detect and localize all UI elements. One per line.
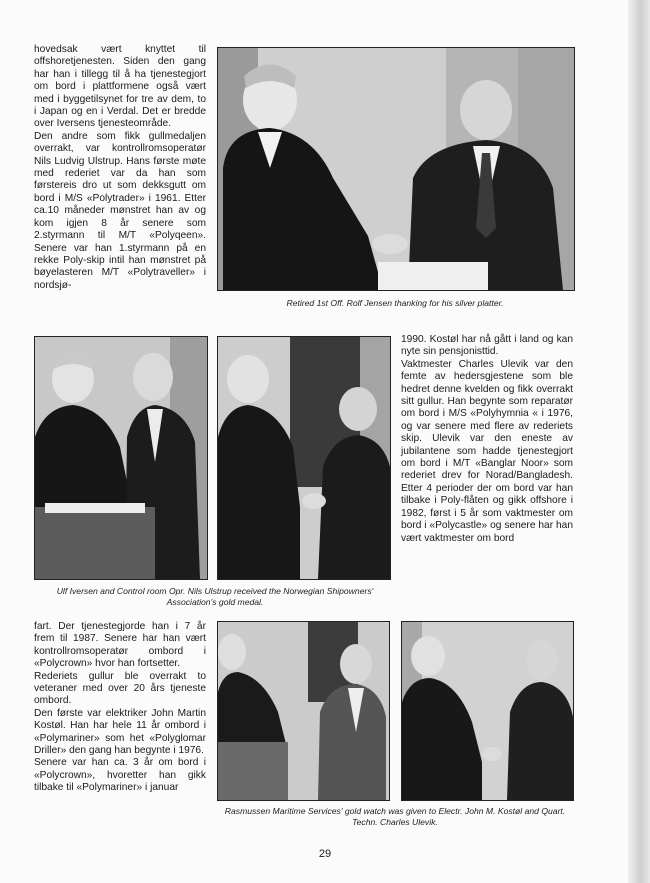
photo-image [218,337,390,579]
photo-image [402,622,573,800]
photo-iversen-medal [34,336,208,580]
photo-ulstrup-medal [217,336,391,580]
caption-bottom: Rasmussen Maritime Services' gold watch was given to Electr. John M. Kostøl and Quart. Techn. Charles Ulevik. [224,806,566,827]
paragraph: Den andre som fikk gullmedaljen overrakt, var kontrollromsoperatør Nils Ludvig Ulstrup. Hans første møte med rederiet var da han som førstereis dro ut som dekksgutt om bord i M/S «Polytrader» i 1961. Etter ca.10 måneder mønstret han av og kom igjen 8 år senere som 2.styrmann til M/T «Polyqeen». Senere var han 1.styrmann på en rekke Poly-skip intil han mønstret på bøyelasteren M/T «Polytraveller» i nordsjø- [34,130,206,291]
photo-kostol-watch [217,621,390,801]
caption-top: Retired 1st Off. Rolf Jensen thanking for his silver platter. [286,298,504,308]
photo-image [218,48,574,290]
photo-ulevik-watch [401,621,574,801]
paragraph: 1990. Kostøl har nå gått i land og kan nyte sin pensjonisttid. [401,334,573,358]
text-column-bottom [34,621,206,795]
photo-rolf-jensen-handshake [217,47,575,291]
paragraph: fart. Der tjenestegjorde han i 7 år frem til 1987. Senere har han vært kontrollromsoperatør ombord i «Polycrown» hvor han fortsetter. [34,621,206,670]
page-edge [628,0,650,883]
text-column-middle [401,334,573,545]
photo-image [35,337,207,579]
text-column-top [34,44,206,292]
page-number: 29 [318,848,332,860]
paragraph: Den første var elektriker John Martin Kostøl. Han har hele 11 år ombord i «Polymariner» som het «Polyglomar Driller» den gang han begynte i 1976. [34,707,206,757]
paragraph: Vaktmester Charles Ulevik var den femte av hedersgjestene som ble hedret denne kvelden og fikk overrakt sitt gullur. Han begynte som reparatør om bord i M/S «Polyhymnia « i 1976, og var senere med flere av rederiets skip. Ulevik var den eneste av jubilantene som hadde tjenestegjort om bord i M/T «Banglar Noor» som rederiet drev for Norad/Bangladesh. Etter 4 perioder der om bord var han tilbake i Poly-flåten og gikk offshore i 1982, først i 5 år som vaktmester om bord i «Polycastle» og senere har han vært vaktmester om bord [401,358,573,544]
caption-middle: Ulf Iversen and Control room Opr. Nils Ulstrup received the Norwegian Shipowners' Association's gold medal. [56,586,374,607]
photo-image [218,622,389,800]
paragraph: Rederiets gullur ble overrakt to veteraner med over 20 års tjeneste ombord. [34,670,206,707]
paragraph: hovedsak vært knyttet til offshoretjenesten. Siden den gang har han i tillegg til å ha tjenestegjort om bord i plattformene også vært med i byggetilsynet for tre av dem, to i Japan og en i Verdal. Det er bredde over Iversens tjenesteområde. [34,44,206,130]
paragraph: Senere var han ca. 3 år om bord i «Polycrown», hvoretter han gikk tilbake til «Polymariner» i januar [34,757,206,794]
